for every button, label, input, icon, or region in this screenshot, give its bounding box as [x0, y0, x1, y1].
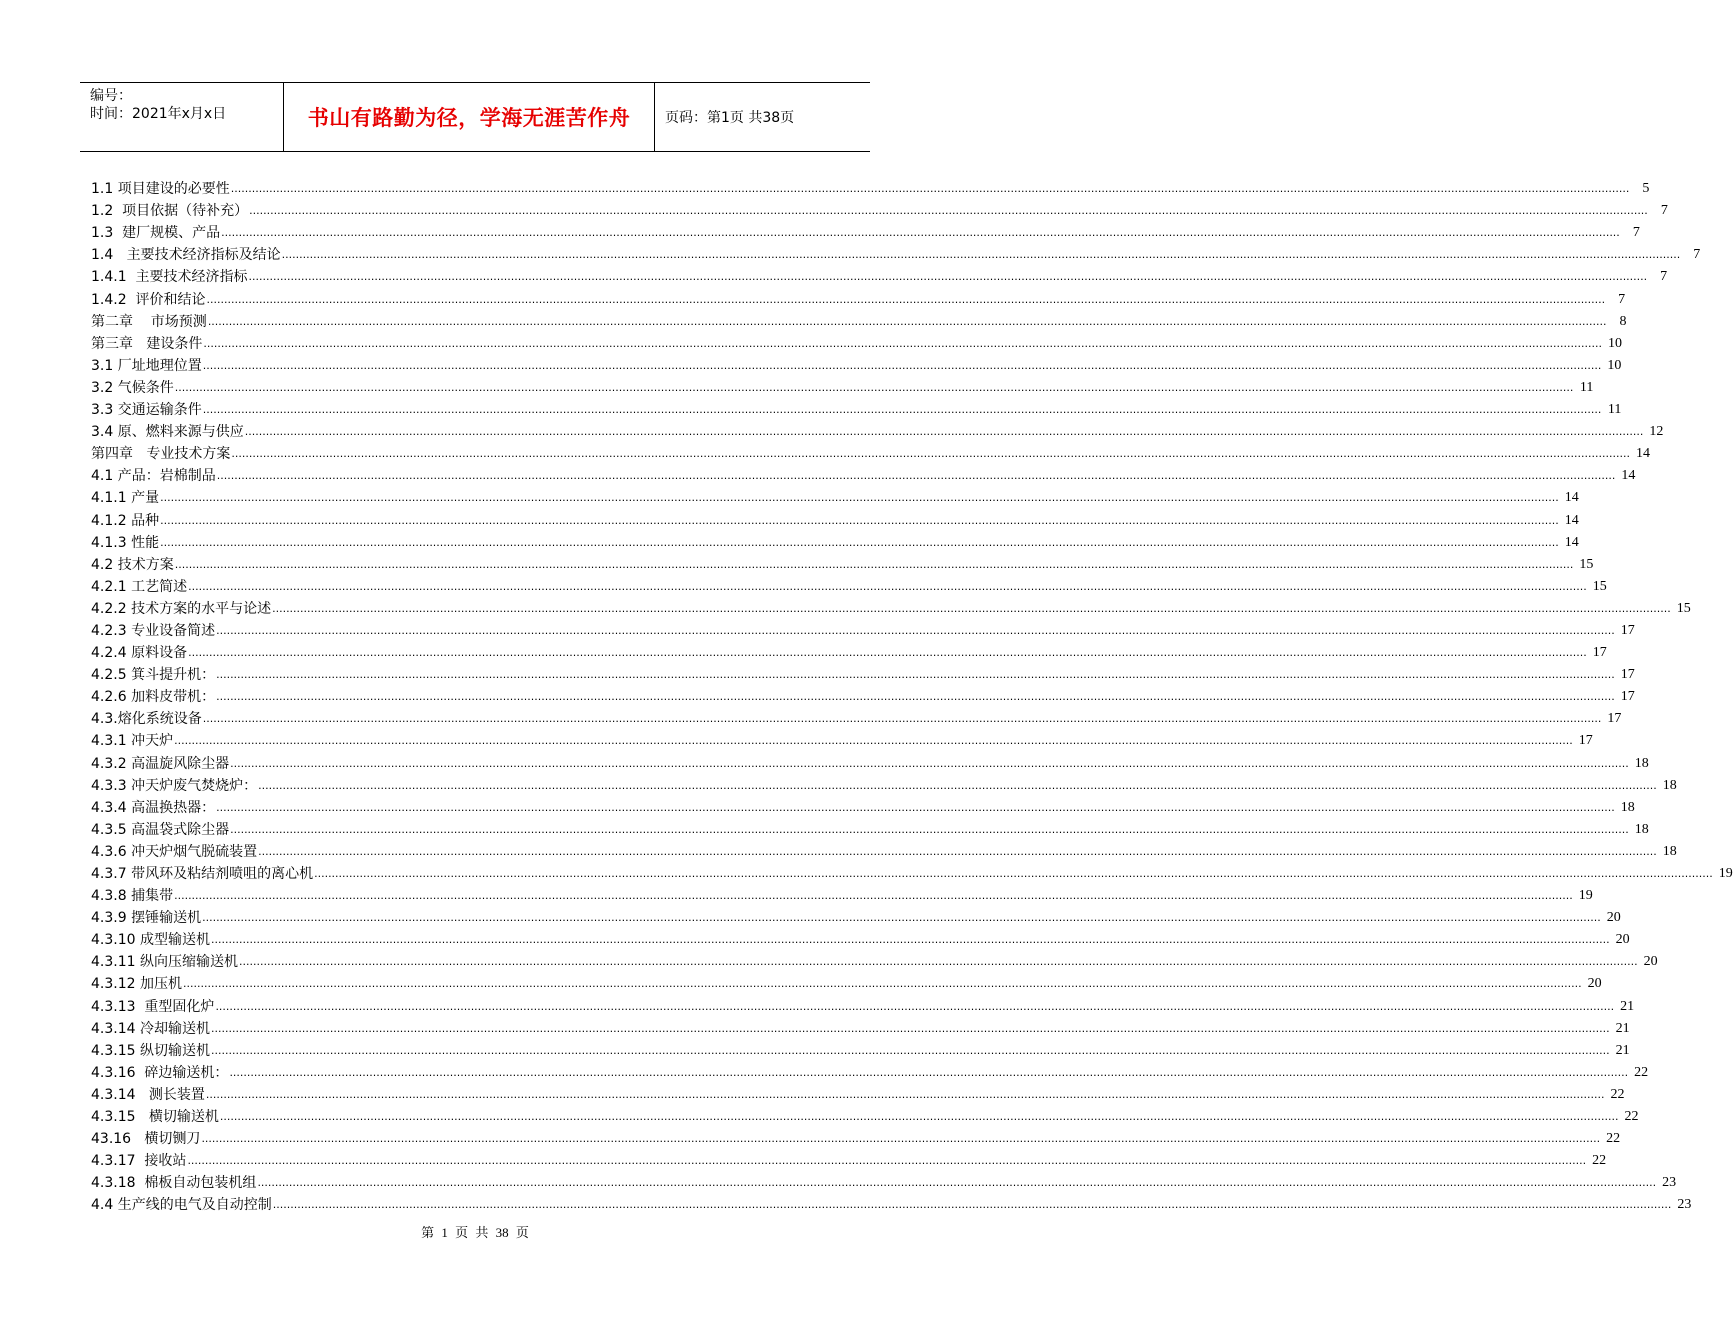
toc-entry[interactable] — [91, 949, 1658, 971]
toc-entry[interactable] — [91, 1038, 1630, 1060]
toc-entry[interactable] — [91, 397, 1622, 419]
toc-dot-leader: ................................................................................................................................................................................................................................................................................................................................................................................................................ — [205, 1087, 1605, 1101]
toc-dot-leader: ................................................................................................................................................................................................................................................................................................................................................................................................................ — [249, 204, 1648, 218]
toc-entry-title: 4.3.4 高温换热器： — [91, 799, 216, 816]
document-number-label: 编号： — [90, 88, 132, 104]
toc-entry-page: 10 — [1607, 357, 1622, 373]
toc-dot-leader: ................................................................................................................................................................................................................................................................................................................................................................................................................ — [210, 933, 1610, 947]
toc-dot-leader: ................................................................................................................................................................................................................................................................................................................................................................................................................ — [201, 1132, 1601, 1146]
page-header — [80, 82, 870, 152]
toc-entry-page: 14 — [1621, 468, 1636, 484]
toc-dot-leader: ................................................................................................................................................................................................................................................................................................................................................................................................................ — [188, 646, 1587, 660]
toc-entry-title: 4.4 生产线的电气及自动控制 — [91, 1197, 272, 1214]
toc-dot-leader: ................................................................................................................................................................................................................................................................................................................................................................................................................ — [272, 601, 1671, 615]
toc-entry-title: 4.2 技术方案 — [91, 556, 174, 573]
header-page-info: 页码：第1页 共38页 — [665, 110, 795, 126]
toc-entry-title: 4.2.1 工艺简述 — [91, 578, 188, 595]
toc-entry-page: 15 — [1676, 600, 1691, 616]
toc-entry[interactable] — [91, 220, 1640, 242]
toc-entry-page: 20 — [1587, 976, 1602, 992]
toc-dot-leader: ................................................................................................................................................................................................................................................................................................................................................................................................................ — [207, 314, 1607, 328]
toc-entry[interactable] — [91, 419, 1664, 441]
toc-entry-page: 7 — [1660, 269, 1668, 285]
toc-entry-page: 17 — [1620, 689, 1635, 705]
toc-dot-leader: ................................................................................................................................................................................................................................................................................................................................................................................................................ — [160, 513, 1559, 527]
toc-dot-leader: ................................................................................................................................................................................................................................................................................................................................................................................................................ — [187, 1154, 1587, 1168]
toc-entry-page: 8 — [1619, 313, 1627, 329]
toc-entry-title: 4.3.15 纵切输送机 — [91, 1042, 210, 1059]
toc-entry-title: 3.2 气候条件 — [91, 379, 174, 396]
toc-entry-page: 15 — [1592, 578, 1607, 594]
toc-dot-leader: ................................................................................................................................................................................................................................................................................................................................................................................................................ — [244, 425, 1644, 439]
toc-entry[interactable] — [91, 1060, 1649, 1082]
toc-entry[interactable] — [91, 750, 1649, 772]
toc-entry[interactable] — [91, 574, 1607, 596]
toc-entry[interactable] — [91, 993, 1635, 1015]
toc-entry-title: 4.1 产品：岩棉制品 — [91, 468, 216, 485]
toc-dot-leader: ................................................................................................................................................................................................................................................................................................................................................................................................................ — [231, 447, 1630, 461]
toc-entry-title: 4.3.18 棉板自动包装机组 — [91, 1175, 257, 1192]
toc-entry-page: 18 — [1620, 799, 1635, 815]
toc-entry-page: 18 — [1662, 777, 1677, 793]
toc-entry-title: 4.1.1 产量 — [91, 490, 160, 507]
toc-entry[interactable] — [91, 441, 1650, 463]
toc-entry-title: 3.1 厂址地理位置 — [91, 357, 202, 374]
toc-entry-title: 4.3.11 纵向压缩输送机 — [91, 954, 238, 971]
toc-entry-title: 4.3.14 冷却输送机 — [91, 1020, 210, 1037]
toc-dot-leader: ................................................................................................................................................................................................................................................................................................................................................................................................................ — [174, 380, 1574, 394]
toc-entry-title: 4.3.12 加压机 — [91, 976, 182, 993]
toc-dot-leader: ................................................................................................................................................................................................................................................................................................................................................................................................................ — [174, 889, 1573, 903]
toc-entry-title: 4.3.6 冲天炉烟气脱硫装置 — [91, 843, 258, 860]
toc-entry-title: 第二章 市场预测 — [91, 313, 207, 330]
toc-entry[interactable] — [91, 618, 1635, 640]
toc-entry-title: 4.1.2 品种 — [91, 512, 160, 529]
toc-entry-page: 10 — [1608, 335, 1622, 351]
toc-entry-page: 12 — [1649, 424, 1664, 440]
toc-entry-title: 1.4.2 评价和结论 — [91, 291, 206, 308]
toc-dot-leader: ................................................................................................................................................................................................................................................................................................................................................................................................................ — [230, 756, 1629, 770]
toc-entry-page: 11 — [1579, 379, 1594, 395]
toc-entry-page: 18 — [1634, 755, 1649, 771]
toc-entry-page: 21 — [1615, 1020, 1630, 1036]
toc-entry-title: 4.3.17 接收站 — [91, 1153, 187, 1170]
toc-entry[interactable] — [91, 927, 1630, 949]
toc-entry[interactable] — [91, 309, 1627, 331]
toc-entry-page: 23 — [1677, 1197, 1692, 1213]
toc-entry[interactable] — [91, 353, 1622, 375]
toc-entry-title: 4.3.2 高温旋风除尘器 — [91, 755, 230, 772]
toc-entry-page: 17 — [1620, 622, 1635, 638]
toc-entry-page: 19 — [1718, 866, 1733, 881]
toc-entry[interactable] — [91, 773, 1677, 795]
toc-entry-title: 4.3.1 冲天炉 — [91, 733, 174, 750]
toc-dot-leader: ................................................................................................................................................................................................................................................................................................................................................................................................................ — [257, 1176, 1657, 1190]
toc-entry[interactable] — [91, 905, 1621, 927]
toc-dot-leader: ................................................................................................................................................................................................................................................................................................................................................................................................................ — [202, 358, 1602, 372]
toc-entry-page: 22 — [1624, 1109, 1639, 1125]
toc-dot-leader: ................................................................................................................................................................................................................................................................................................................................................................................................................ — [216, 623, 1615, 637]
toc-entry-page: 14 — [1564, 490, 1579, 506]
toc-entry-title: 4.1.3 性能 — [91, 534, 160, 551]
toc-entry-title: 4.2.6 加料皮带机： — [91, 689, 216, 706]
toc-entry-page: 22 — [1592, 1153, 1607, 1169]
toc-dot-leader: ................................................................................................................................................................................................................................................................................................................................................................................................................ — [314, 867, 1713, 880]
toc-dot-leader: ................................................................................................................................................................................................................................................................................................................................................................................................................ — [216, 690, 1615, 704]
toc-entry-page: 23 — [1662, 1175, 1677, 1191]
toc-dot-leader: ................................................................................................................................................................................................................................................................................................................................................................................................................ — [258, 844, 1657, 858]
toc-entry-page: 7 — [1632, 225, 1640, 241]
toc-entry-page: 17 — [1592, 645, 1607, 661]
toc-entry-page: 20 — [1615, 932, 1630, 948]
toc-entry[interactable] — [91, 706, 1622, 728]
toc-entry[interactable] — [91, 1016, 1630, 1038]
toc-entry-title: 1.4.1 主要技术经济指标 — [91, 269, 248, 286]
document-time-label: 时间：2021年x月x日 — [90, 106, 227, 122]
toc-entry-page: 17 — [1620, 667, 1635, 683]
toc-dot-leader: ................................................................................................................................................................................................................................................................................................................................................................................................................ — [182, 977, 1582, 991]
toc-entry[interactable] — [91, 264, 1668, 286]
toc-entry-page: 17 — [1607, 711, 1622, 727]
header-slogan: 书山有路勤为径，学海无涯苦作舟 — [283, 83, 655, 151]
toc-dot-leader: ................................................................................................................................................................................................................................................................................................................................................................................................................ — [248, 270, 1648, 284]
toc-entry-title: 4.3.5 高温袋式除尘器 — [91, 821, 230, 838]
toc-dot-leader: ................................................................................................................................................................................................................................................................................................................................................................................................................ — [216, 668, 1615, 682]
toc-entry-title: 4.3.3 冲天炉废气焚烧炉： — [91, 777, 258, 794]
toc-entry-title: 43.16 横切铡刀 — [91, 1131, 201, 1148]
toc-entry[interactable] — [91, 1126, 1621, 1148]
toc-entry-page: 21 — [1620, 998, 1635, 1014]
toc-entry-page: 14 — [1636, 446, 1650, 462]
toc-dot-leader: ................................................................................................................................................................................................................................................................................................................................................................................................................ — [206, 292, 1606, 306]
toc-dot-leader: ................................................................................................................................................................................................................................................................................................................................................................................................................ — [216, 800, 1615, 814]
toc-entry[interactable] — [91, 861, 1733, 883]
toc-entry[interactable] — [91, 331, 1622, 353]
toc-dot-leader: ................................................................................................................................................................................................................................................................................................................................................................................................................ — [238, 955, 1638, 969]
toc-entry[interactable] — [91, 971, 1602, 993]
toc-entry-page: 15 — [1579, 556, 1594, 572]
toc-entry-title: 4.2.3 专业设备简述 — [91, 622, 216, 639]
toc-entry-page: 20 — [1643, 954, 1658, 970]
toc-entry-page: 14 — [1564, 512, 1579, 528]
toc-entry-title: 4.2.5 箕斗提升机： — [91, 667, 216, 684]
toc-entry-title: 4.3.16 碎边输送机： — [91, 1064, 229, 1081]
toc-dot-leader: ................................................................................................................................................................................................................................................................................................................................................................................................................ — [203, 336, 1602, 350]
toc-dot-leader: ................................................................................................................................................................................................................................................................................................................................................................................................................ — [216, 469, 1616, 483]
toc-entry-page: 19 — [1578, 888, 1593, 904]
toc-entry[interactable] — [91, 530, 1579, 552]
toc-entry-page: 22 — [1634, 1064, 1649, 1080]
toc-entry[interactable] — [91, 839, 1677, 861]
toc-dot-leader: ................................................................................................................................................................................................................................................................................................................................................................................................................ — [215, 999, 1615, 1013]
toc-entry-page: 11 — [1607, 402, 1622, 418]
toc-entry[interactable] — [91, 795, 1635, 817]
toc-entry[interactable] — [91, 1148, 1607, 1170]
toc-dot-leader: ................................................................................................................................................................................................................................................................................................................................................................................................................ — [202, 911, 1601, 925]
toc-entry-title: 4.3.7 带风环及粘结剂喷咀的离心机 — [91, 866, 314, 882]
toc-entry-title: 1.2 项目依据（待补充） — [91, 203, 249, 220]
toc-dot-leader: ................................................................................................................................................................................................................................................................................................................................................................................................................ — [174, 734, 1573, 748]
toc-entry-title: 4.3.14 测长装置 — [91, 1086, 205, 1103]
toc-dot-leader: ................................................................................................................................................................................................................................................................................................................................................................................................................ — [272, 1198, 1672, 1212]
toc-entry[interactable] — [91, 485, 1579, 507]
toc-entry-title: 4.3.熔化系统设备 — [91, 711, 202, 728]
toc-entry[interactable] — [91, 1082, 1625, 1104]
toc-entry-title: 4.3.13 重型固化炉 — [91, 998, 215, 1015]
toc-entry-title: 4.3.8 捕集带 — [91, 888, 174, 905]
toc-dot-leader: ................................................................................................................................................................................................................................................................................................................................................................................................................ — [210, 1021, 1610, 1035]
toc-entry[interactable] — [91, 728, 1593, 750]
toc-entry-page: 7 — [1618, 291, 1626, 307]
toc-entry[interactable] — [91, 176, 1650, 198]
toc-entry-title: 1.3 建厂规模、产品 — [91, 225, 221, 242]
toc-entry[interactable] — [91, 375, 1594, 397]
toc-entry-page: 21 — [1615, 1042, 1630, 1058]
toc-entry-title: 3.4 原、燃料来源与供应 — [91, 424, 244, 441]
toc-entry-page: 7 — [1693, 247, 1701, 263]
toc-entry[interactable] — [91, 596, 1691, 618]
toc-entry-title: 4.3.10 成型输送机 — [91, 932, 210, 949]
toc-entry-title: 4.2.2 技术方案的水平与论述 — [91, 600, 272, 617]
toc-dot-leader: ................................................................................................................................................................................................................................................................................................................................................................................................................ — [210, 1043, 1610, 1057]
toc-entry-title: 1.4 主要技术经济指标及结论 — [91, 247, 281, 264]
toc-entry-title: 4.3.15 横切输送机 — [91, 1109, 219, 1126]
toc-entry-page: 18 — [1662, 843, 1677, 859]
toc-entry[interactable] — [91, 1104, 1639, 1126]
toc-dot-leader: ................................................................................................................................................................................................................................................................................................................................................................................................................ — [258, 778, 1657, 792]
toc-entry-title: 1.1 项目建设的必要性 — [91, 181, 230, 198]
toc-dot-leader: ................................................................................................................................................................................................................................................................................................................................................................................................................ — [281, 248, 1681, 262]
table-of-contents — [91, 176, 1733, 1214]
toc-entry[interactable] — [91, 684, 1635, 706]
toc-entry[interactable] — [91, 640, 1607, 662]
toc-entry-title: 4.3.9 摆锤输送机 — [91, 910, 202, 927]
toc-entry[interactable] — [91, 463, 1636, 485]
toc-dot-leader: ................................................................................................................................................................................................................................................................................................................................................................................................................ — [219, 1110, 1619, 1124]
page-footer: 第 1 页 共 38 页 — [421, 1225, 529, 1240]
toc-entry-title: 第三章 建设条件 — [91, 335, 203, 352]
toc-dot-leader: ................................................................................................................................................................................................................................................................................................................................................................................................................ — [188, 579, 1587, 593]
toc-entry[interactable] — [91, 662, 1635, 684]
toc-dot-leader: ................................................................................................................................................................................................................................................................................................................................................................................................................ — [202, 403, 1602, 417]
toc-dot-leader: ................................................................................................................................................................................................................................................................................................................................................................................................................ — [174, 557, 1574, 571]
toc-dot-leader: ................................................................................................................................................................................................................................................................................................................................................................................................................ — [160, 535, 1559, 549]
toc-entry[interactable] — [91, 1192, 1692, 1214]
toc-entry[interactable] — [91, 198, 1668, 220]
toc-dot-leader: ................................................................................................................................................................................................................................................................................................................................................................................................................ — [202, 712, 1602, 726]
toc-entry-title: 3.3 交通运输条件 — [91, 402, 202, 419]
toc-entry-title: 第四章 专业技术方案 — [91, 446, 231, 463]
toc-entry[interactable] — [91, 552, 1594, 574]
toc-entry-page: 22 — [1610, 1086, 1625, 1102]
toc-entry-page: 18 — [1634, 821, 1649, 837]
header-meta — [90, 87, 226, 123]
toc-entry-page: 5 — [1642, 181, 1650, 197]
toc-entry-page: 14 — [1564, 534, 1579, 550]
toc-dot-leader: ................................................................................................................................................................................................................................................................................................................................................................................................................ — [221, 226, 1620, 240]
toc-dot-leader: ................................................................................................................................................................................................................................................................................................................................................................................................................ — [230, 822, 1629, 836]
toc-entry[interactable] — [91, 1170, 1677, 1192]
toc-entry-page: 17 — [1578, 733, 1593, 749]
toc-entry[interactable] — [91, 507, 1579, 529]
toc-entry-page: 7 — [1660, 203, 1668, 219]
toc-dot-leader: ................................................................................................................................................................................................................................................................................................................................................................................................................ — [160, 491, 1559, 505]
toc-entry-title: 4.2.4 原料设备 — [91, 645, 188, 662]
toc-dot-leader: ................................................................................................................................................................................................................................................................................................................................................................................................................ — [229, 1065, 1629, 1079]
toc-dot-leader: ................................................................................................................................................................................................................................................................................................................................................................................................................ — [230, 182, 1630, 196]
toc-entry-page: 22 — [1606, 1131, 1621, 1147]
toc-entry[interactable] — [91, 817, 1649, 839]
toc-entry[interactable] — [91, 883, 1593, 905]
toc-entry[interactable] — [91, 242, 1701, 264]
toc-entry[interactable] — [91, 286, 1626, 308]
toc-entry-page: 20 — [1606, 910, 1621, 926]
